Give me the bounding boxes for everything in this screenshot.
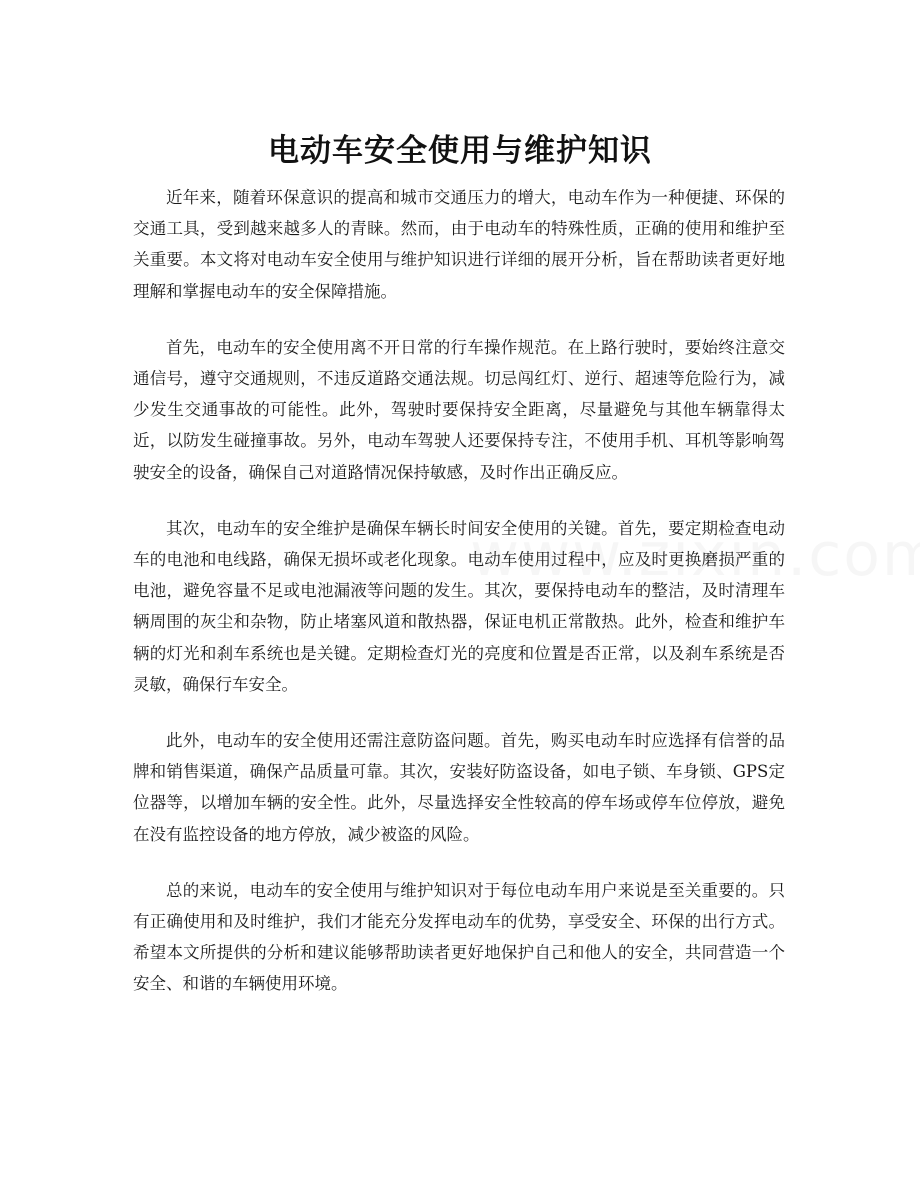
paragraph-anti-theft: 此外，电动车的安全使用还需注意防盗问题。首先，购买电动车时应选择有信誉的品牌和销售渠道，确保产品质量可靠。其次，安装好防盗设备，如电子锁、车身锁、GPS定位器等，以增加车辆的安全性。此外，尽量选择安全性较高的停车场或停车位停放，避免在没有监控设备的地方停放，减少被盗的风险。: [133, 731, 785, 844]
paragraph-conclusion: 总的来说，电动车的安全使用与维护知识对于每位电动车用户来说是至关重要的。只有正确使用和及时维护，我们才能充分发挥电动车的优势，享受安全、环保的出行方式。希望本文所提供的分析和建议能够帮助读者更好地保护自己和他人的安全，共同营造一个安全、和谐的车辆使用环境。: [133, 880, 785, 994]
paragraph-maintenance: 其次，电动车的安全维护是确保车辆长时间安全使用的关键。首先，要定期检查电动车的电池和电线路，确保无损坏或老化现象。电动车使用过程中，应及时更换磨损严重的电池，避免容量不足或电池漏液等问题的发生。其次，要保持电动车的整洁，及时清理车辆周围的灰尘和杂物，防止堵塞风道和散热器，保证电机正常散热。此外，检查和维护车辆的灯光和刹车系统也是关键。定期检查灯光的亮度和位置是否正常，以及刹车系统是否灵敏，确保行车安全。: [133, 518, 785, 694]
paragraph-driving-rules: 首先，电动车的安全使用离不开日常的行车操作规范。在上路行驶时，要始终注意交通信号，遵守交通规则，不违反道路交通法规。切忌闯红灯、逆行、超速等危险行为，减少发生交通事故的可能性。此外，驾驶时要保持安全距离，尽量避免与其他车辆靠得太近，以防发生碰撞事故。另外，电动车驾驶人还要保持专注，不使用手机、耳机等影响驾驶安全的设备，确保自己对道路情况保持敏感，及时作出正确反应。: [133, 337, 785, 482]
page-title: 电动车安全使用与维护知识: [268, 132, 652, 169]
document-body: [133, 182, 785, 1025]
paragraph-intro: 近年来，随着环保意识的提高和城市交通压力的增大，电动车作为一种便捷、环保的交通工具，受到越来越多人的青睐。然而，由于电动车的特殊性质，正确的使用和维护至关重要。本文将对电动车安全使用与维护知识进行详细的展开分析，旨在帮助读者更好地理解和掌握电动车的安全保障措施。: [133, 188, 785, 301]
